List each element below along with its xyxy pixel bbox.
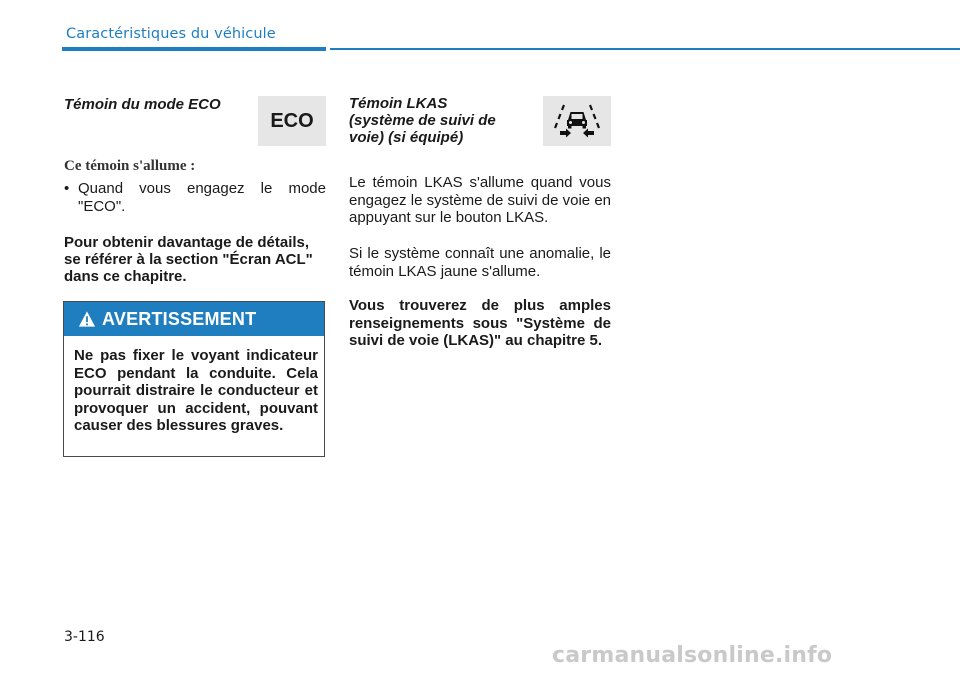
eco-subtitle: Ce témoin s'allume :: [64, 158, 196, 174]
lkas-title-line-1: Témoin LKAS: [349, 95, 448, 112]
header-rule-thin: [330, 48, 960, 50]
eco-bullet-item: [64, 180, 326, 215]
section-header-title: Caractéristiques du véhicule: [66, 26, 276, 42]
lkas-reference-paragraph: Vous trouverez de plus amples renseignements sous "Système de suivi de voie (LKAS)" au chapitre 5.: [349, 297, 611, 349]
lkas-paragraph-1: Le témoin LKAS s'allume quand vous engagez le système de suivi de voie en appuyant sur le bouton LKAS.: [349, 174, 611, 226]
warning-label: AVERTISSEMENT: [102, 308, 257, 329]
watermark: carmanualsonline.info: [552, 643, 833, 668]
lkas-lane-keeping-icon: [551, 101, 603, 141]
eco-indicator-icon: [258, 96, 326, 146]
page-number: 3-116: [64, 629, 105, 645]
eco-badge-label: ECO: [270, 109, 314, 132]
bullet-icon: •: [64, 180, 70, 197]
lkas-indicator-icon: [543, 96, 611, 146]
warning-box: [63, 301, 325, 457]
lkas-title-line-3: voie) (si équipé): [349, 129, 464, 146]
lkas-paragraph-2: Si le système connaît une anomalie, le témoin LKAS jaune s'allume.: [349, 245, 611, 280]
warning-text: Ne pas fixer le voyant indicateur ECO pendant la conduite. Cela pourrait distraire le conducteur et provoquer un accident, pouvant causer des blessures graves.: [74, 347, 318, 434]
eco-bullet-text: Quand vous engagez le mode "ECO".: [78, 180, 326, 215]
eco-reference-line-2: se référer à la section "Écran ACL": [64, 251, 313, 268]
lkas-title-line-2: (système de suivi de: [349, 112, 496, 129]
eco-reference-line-3: dans ce chapitre.: [64, 268, 187, 285]
warning-triangle-icon: [78, 310, 96, 328]
warning-header: [64, 302, 324, 336]
header-rule-thick: [62, 47, 326, 51]
eco-indicator-title: Témoin du mode ECO: [64, 96, 221, 113]
eco-reference-line-1: Pour obtenir davantage de détails,: [64, 234, 310, 251]
